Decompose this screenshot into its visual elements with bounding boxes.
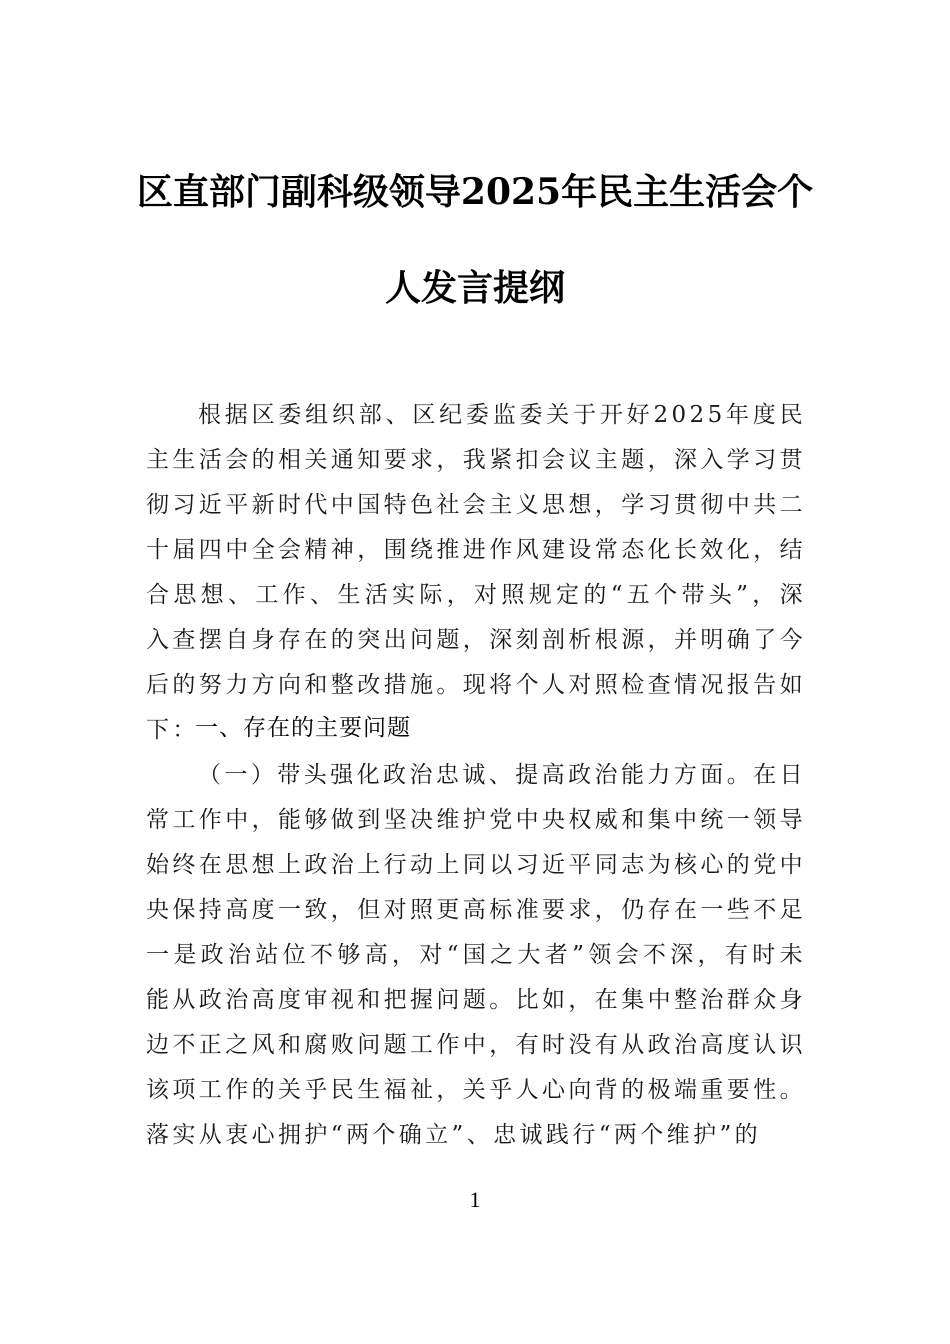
document-title-line-2: 人发言提纲 (384, 267, 565, 309)
section-heading-1: 一、存在的主要问题 (195, 715, 411, 741)
subsection-1-title: （一）带头强化政治忠诚、提高政治能力方面。 (198, 762, 754, 788)
document-title-line-1: 区直部门副科级领导2025年民主生活会个 (136, 171, 814, 213)
subsection-1-body: 在日常工作中，能够做到坚决维护党中央权威和集中统一领导始终在思想上政治上行动上同以习近平同志为核心的党中央保持高度一致，但对照更高标准要求，仍存在一些不足一是政治站位不够高，对“国之大者”领会不深，有时未能从政治高度审视和把握问题。比如，在集中整治群众身边不正之风和腐败问题工作中，有时没有从政治高度认识该项工作的关乎民生福祉，关乎人心向背的极端重要性。落实从衷心拥护“两个确立”、忠诚践行“两个维护”的 (146, 762, 806, 1148)
intro-paragraph: 根据区委组织部、区纪委监委关于开好2025年度民主生活会的相关通知要求，我紧扣会议主题，深入学习贯彻习近平新时代中国特色社会主义思想，学习贯彻中共二十届四中全会精神，围绕推进作风建设常态化长效化，结合思想、工作、生活实际，对照规定的“五个带头”，深入查摆自身存在的突出问题，深刻剖析根源，并明确了今后的努力方向和整改措施。现将个人对照检查情况报告如下： (146, 402, 806, 743)
page-number: 1 (469, 1187, 481, 1212)
subsection-1-paragraph (146, 753, 806, 1158)
